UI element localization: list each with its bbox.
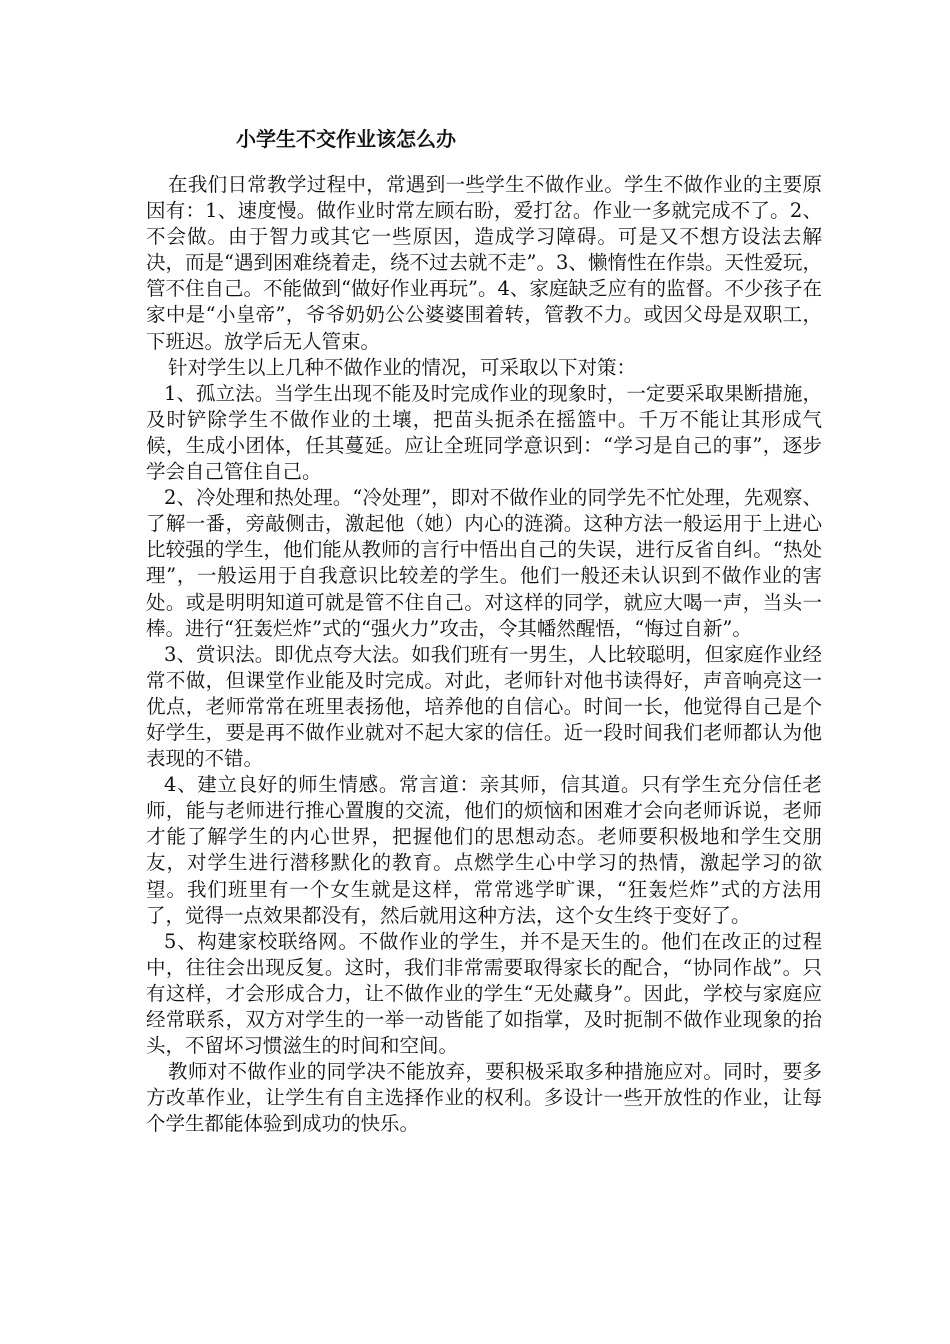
- document-title: 小学生不交作业该怎么办: [236, 127, 456, 151]
- paragraph-intro: 在我们日常教学过程中，常遇到一些学生不做作业。学生不做作业的主要原因有：1、速度慢。做作业时常左顾右盼，爱打岔。作业一多就完成不了。2、不会做。由于智力或其它一些原因，造成学习障碍。可是又不想方设法去解决，而是“遇到困难绕着走，绕不过去就不走”。3、懒惰性在作祟。天性爱玩，管不住自己。不能做到“做好作业再玩”。4、家庭缺乏应有的监督。不少孩子在家中是“小皇帝”，爷爷奶奶公公婆婆围着转，管教不力。或因父母是双职工，下班迟。放学后无人管束。: [146, 173, 822, 353]
- paragraph-strategies-intro: 针对学生以上几种不做作业的情况，可采取以下对策：: [168, 355, 637, 379]
- document-body: [146, 172, 822, 1137]
- paragraph-strategy-1: 1、孤立法。当学生出现不能及时完成作业的现象时，一定要采取果断措施，及时铲除学生不做作业的土壤，把苗头扼杀在摇篮中。千万不能让其形成气候，生成小团体，任其蔓延。应让全班同学意识到：“学习是自己的事”，逐步学会自己管住自己。: [146, 381, 822, 484]
- paragraph-conclusion: 教师对不做作业的同学决不能放弃，要积极采取多种措施应对。同时，要多方改革作业，让学生有自主选择作业的权利。多设计一些开放性的作业，让每个学生都能体验到成功的快乐。: [146, 1060, 822, 1136]
- paragraph-strategy-4: 4、建立良好的师生情感。常言道：亲其师，信其道。只有学生充分信任老师，能与老师进行推心置腹的交流，他们的烦恼和困难才会向老师诉说，老师才能了解学生的内心世界，把握他们的思想动态。老师要积极地和学生交朋友，对学生进行潜移默化的教育。点燃学生心中学习的热情，激起学习的欲望。我们班里有一个女生就是这样，常常逃学旷课，“狂轰烂炸”式的方法用了，觉得一点效果都没有，然后就用这种方法，这个女生终于变好了。: [146, 773, 822, 927]
- paragraph-strategy-5: 5、构建家校联络网。不做作业的学生，并不是天生的。他们在改正的过程中，往往会出现反复。这时，我们非常需要取得家长的配合，“协同作战”。只有这样，才会形成合力，让不做作业的学生“无处藏身”。因此，学校与家庭应经常联系，双方对学生的一举一动皆能了如指掌，及时扼制不做作业现象的抬头，不留坏习惯滋生的时间和空间。: [146, 929, 822, 1058]
- paragraph-strategy-2: 2、冷处理和热处理。“冷处理”，即对不做作业的同学先不忙处理，先观察、了解一番，旁敲侧击，激起他（她）内心的涟漪。这种方法一般运用于上进心比较强的学生，他们能从教师的言行中悟出自己的失误，进行反省自纠。“热处理”，一般运用于自我意识比较差的学生。他们一般还未认识到不做作业的害处。或是明明知道可就是管不住自己。对这样的同学，就应大喝一声，当头一棒。进行“狂轰烂炸”式的“强火力”攻击，令其幡然醒悟，“悔过自新”。: [146, 486, 822, 640]
- paragraph-strategy-3: 3、赏识法。即优点夸大法。如我们班有一男生，人比较聪明，但家庭作业经常不做，但课堂作业能及时完成。对此，老师针对他书读得好，声音响亮这一优点，老师常常在班里表扬他，培养他的自信心。时间一长，他觉得自己是个好学生，要是再不做作业就对不起大家的信任。近一段时间我们老师都认为他表现的不错。: [146, 642, 822, 771]
